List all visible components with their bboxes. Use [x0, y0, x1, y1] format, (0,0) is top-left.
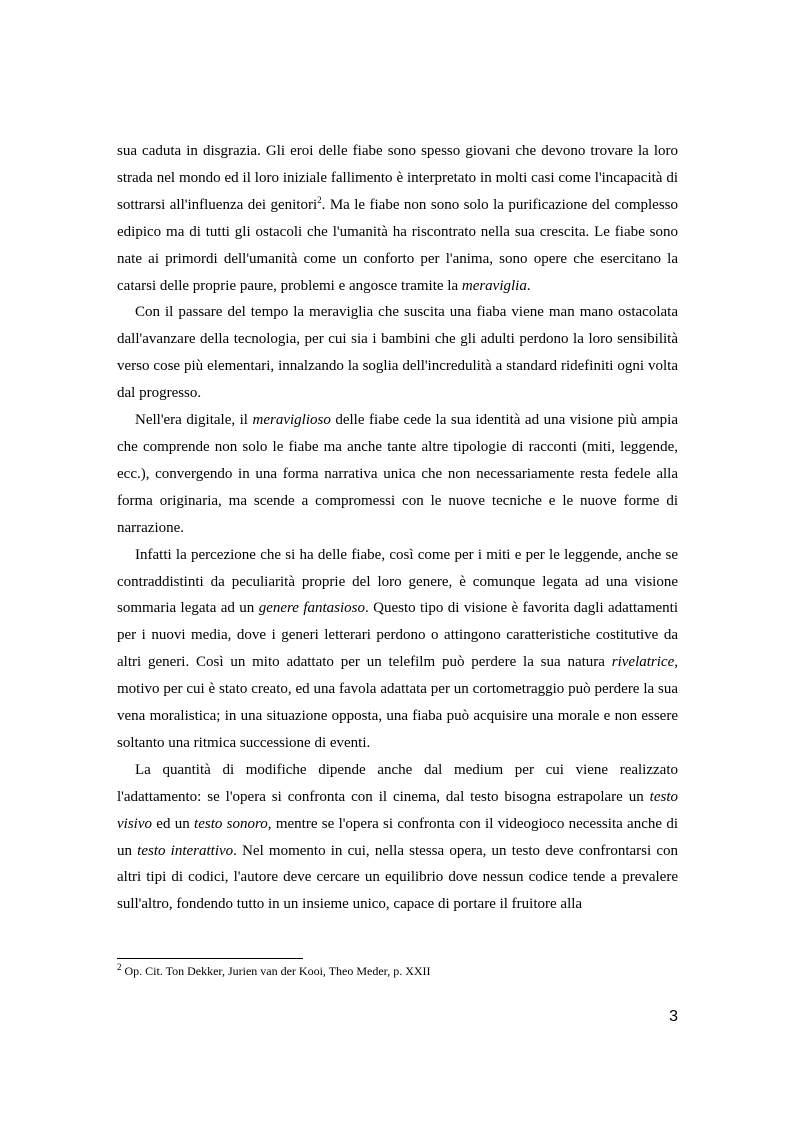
- paragraph: [117, 299, 678, 407]
- footnote-marker: 2: [117, 962, 122, 972]
- paragraph: [117, 757, 678, 918]
- text-run: ed un: [152, 815, 195, 832]
- paragraph: [117, 138, 678, 299]
- text-run: Infatti la percezione che si ha delle fiabe, così come per i miti e per le leggende, anche se contraddistinti da peculiarità proprie del loro genere, è comunque legata ad una visione sommaria legata ad un: [117, 546, 678, 617]
- body-text: [117, 138, 678, 918]
- italic-text: testo interattivo: [137, 842, 234, 859]
- italic-text: meraviglia: [461, 277, 527, 294]
- italic-text: testo sonoro: [194, 815, 268, 832]
- italic-text: testo visivo: [117, 788, 678, 832]
- footnote-reference: 2: [317, 194, 322, 205]
- paragraph: [117, 407, 678, 542]
- italic-text: genere fantasioso: [258, 600, 366, 617]
- text-run: delle fiabe cede la sua identità ad una visione più ampia che comprende non solo le fiabe ma anche tante altre tipologie di racconti (miti, leggende, ecc.), convergendo in una forma narrativa unica che non necessariamente resta fedele alla forma originaria, ma scende a compromessi con le nuove tecniche e le nuove forme di narrazione.: [117, 412, 678, 536]
- footnote: [117, 963, 678, 979]
- text-run: . Ma le fiabe non sono solo la purificazione del complesso edipico ma di tutti gli ostacoli che l'umanità ha riscontrato nella sua crescita. Le fiabe sono nate ai primordi dell'umanità come un conforto per l'anima, sono opere che esercitano la catarsi delle proprie paure, problemi e angosce tramite la: [117, 196, 678, 294]
- text-run: Nell'era digitale, il: [135, 412, 253, 429]
- text-run: , motivo per cui è stato creato, ed una favola adattata per un cortometraggio può perdere la sua vena moralistica; in una situazione opposta, una fiaba può acquisire una morale e non essere soltanto una ritmica successione di eventi.: [117, 654, 678, 751]
- text-run: , mentre se l'opera si confronta con il videogioco necessita anche di un: [117, 815, 678, 859]
- footnote-text: Op. Cit. Ton Dekker, Jurien van der Kooi, Theo Meder, p. XXII: [121, 964, 431, 978]
- page-number: 3: [669, 1008, 678, 1025]
- italic-text: meraviglioso: [252, 412, 331, 429]
- footnote-separator: [117, 958, 303, 959]
- text-run: . Questo tipo di visione è favorita dagli adattamenti per i nuovi media, dove i generi letterari perdono o attingono caratteristiche costitutive da altri generi. Così un mito adattato per un telefilm può perdere la sua natura: [117, 600, 678, 671]
- paragraph: [117, 542, 678, 757]
- italic-text: rivelatrice: [611, 654, 675, 671]
- text-run: La quantità di modifiche dipende anche dal medium per cui viene realizzato l'adattamento: se l'opera si confronta con il cinema, dal testo bisogna estrapolare un: [117, 761, 678, 805]
- text-run: Con il passare del tempo la meraviglia che suscita una fiaba viene man mano ostacolata dall'avanzare della tecnologia, per cui sia i bambini che gli adulti perdono la loro sensibilità verso cose più elementari, innalzando la soglia dell'incredulità a standard ridefiniti ogni volta dal progresso.: [117, 304, 678, 402]
- text-run: . Nel momento in cui, nella stessa opera, un testo deve confrontarsi con altri tipi di codici, l'autore deve cercare un equilibrio dove nessun codice tende a prevalere sull'altro, fondendo tutto in un insieme unico, capace di portare il fruitore alla: [117, 842, 679, 913]
- text-run: sua caduta in disgrazia. Gli eroi delle fiabe sono spesso giovani che devono trovare la loro strada nel mondo ed il loro iniziale fallimento è interpretato in molti casi come l'incapacità di sottrarsi all'influenza dei genitori: [117, 143, 678, 213]
- text-run: .: [526, 277, 531, 294]
